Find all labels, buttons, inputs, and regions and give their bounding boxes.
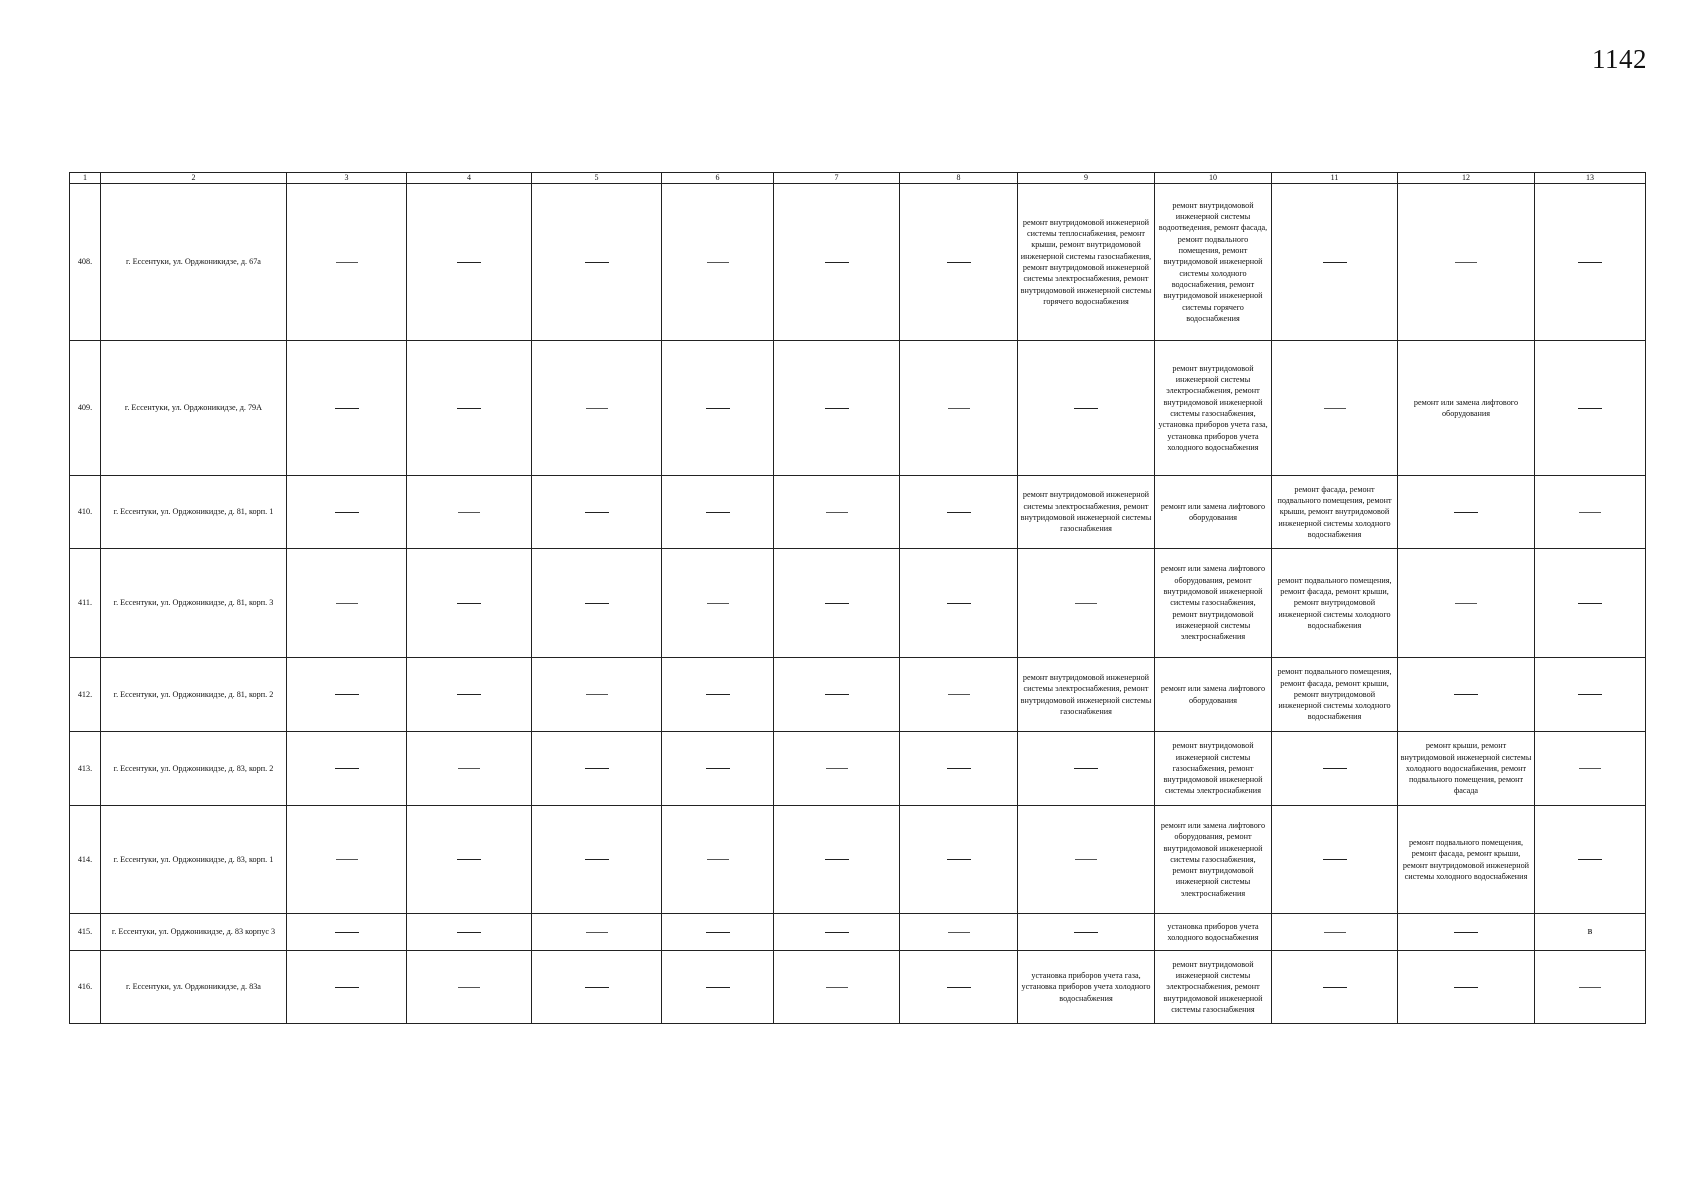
column-header: 11 [1272, 173, 1398, 184]
empty-dash-cell [774, 184, 900, 341]
empty-dash-cell [900, 732, 1018, 806]
work-description-cell [1155, 658, 1272, 732]
dash-mark [457, 859, 481, 860]
dash-mark [707, 859, 729, 860]
column-header: 8 [900, 173, 1018, 184]
empty-dash-cell [662, 476, 774, 549]
work-description-cell [1155, 476, 1272, 549]
dash-mark [1454, 932, 1478, 933]
empty-dash-cell [287, 914, 407, 951]
dash-mark [948, 694, 970, 695]
empty-dash-cell [407, 341, 532, 476]
work-description-text: ремонт подвального помещения, ремонт фасада, ремонт крыши, ремонт внутридомовой инженерной системы холодного водоснабжения [1277, 667, 1392, 722]
empty-dash-cell [407, 476, 532, 549]
address-cell: г. Ессентуки, ул. Орджоникидзе, д. 67а [101, 184, 287, 341]
empty-dash-cell [1398, 184, 1535, 341]
empty-dash-cell [1535, 732, 1646, 806]
row-number: 410. [70, 476, 101, 549]
column-header: 5 [532, 173, 662, 184]
work-description-cell [1155, 806, 1272, 914]
row-number: 408. [70, 184, 101, 341]
dash-mark [585, 768, 609, 769]
dash-mark [826, 768, 848, 769]
dash-mark [1454, 512, 1478, 513]
dash-mark [825, 932, 849, 933]
dash-mark [336, 262, 358, 263]
work-description-cell [1155, 951, 1272, 1024]
empty-dash-cell [407, 806, 532, 914]
table-body [70, 184, 1646, 1024]
dash-mark [1323, 768, 1347, 769]
empty-dash-cell [1398, 658, 1535, 732]
empty-dash-cell [662, 732, 774, 806]
empty-dash-cell [407, 914, 532, 951]
dash-mark [706, 987, 730, 988]
dash-mark [1323, 859, 1347, 860]
empty-dash-cell [662, 951, 774, 1024]
empty-dash-cell [532, 549, 662, 658]
column-number-row [70, 173, 1646, 184]
empty-dash-cell [532, 806, 662, 914]
dash-mark [1324, 408, 1346, 409]
dash-mark [1455, 262, 1477, 263]
dash-mark [585, 859, 609, 860]
work-description-cell [1155, 184, 1272, 341]
empty-dash-cell [662, 658, 774, 732]
empty-dash-cell [1272, 806, 1398, 914]
work-description-text: ремонт внутридомовой инженерной системы водоотведения, ремонт фасада, ремонт подвального помещения, ремонт внутридомовой инженерной системы холодного водоснабжения, ремонт внутридомовой инженерной системы горячего водоснабжения [1158, 200, 1268, 323]
dash-mark [1323, 262, 1347, 263]
dash-mark [1579, 987, 1601, 988]
dash-mark [335, 987, 359, 988]
row-number: 412. [70, 658, 101, 732]
dash-mark [825, 603, 849, 604]
dash-mark [586, 694, 608, 695]
empty-dash-cell [1535, 476, 1646, 549]
column-header: 2 [101, 173, 287, 184]
empty-dash-cell [1535, 184, 1646, 341]
work-description-text: установка приборов учета холодного водоснабжения [1167, 921, 1259, 942]
empty-dash-cell [900, 184, 1018, 341]
dash-mark [1075, 603, 1097, 604]
work-description-cell [1398, 806, 1535, 914]
work-description-cell [1155, 732, 1272, 806]
work-description-text: ремонт или замена лифтового оборудования [1160, 684, 1266, 705]
work-description-cell [1398, 732, 1535, 806]
dash-mark [1579, 768, 1601, 769]
dash-mark [335, 512, 359, 513]
column-header: 7 [774, 173, 900, 184]
dash-mark [1074, 408, 1098, 409]
empty-dash-cell [1272, 341, 1398, 476]
dash-mark [825, 262, 849, 263]
row-number: 411. [70, 549, 101, 658]
dash-mark [1578, 603, 1602, 604]
dash-mark [707, 262, 729, 263]
empty-dash-cell [1018, 806, 1155, 914]
work-description-text: ремонт фасада, ремонт подвального помещения, ремонт крыши, ремонт внутридомовой инженерной системы холодного водоснабжения [1277, 484, 1392, 539]
empty-dash-cell [900, 341, 1018, 476]
dash-mark [1578, 408, 1602, 409]
dash-mark [826, 512, 848, 513]
address-cell: г. Ессентуки, ул. Орджоникидзе, д. 83, корп. 2 [101, 732, 287, 806]
dash-mark [1074, 768, 1098, 769]
empty-dash-cell [1398, 951, 1535, 1024]
column-header: 13 [1535, 173, 1646, 184]
work-description-text: ремонт или замена лифтового оборудования, ремонт внутридомовой инженерной системы газоснабжения, ремонт внутридомовой инженерной системы электроснабжения [1160, 564, 1266, 642]
dash-mark [947, 859, 971, 860]
empty-dash-cell [900, 914, 1018, 951]
empty-dash-cell [774, 549, 900, 658]
empty-dash-cell [1398, 914, 1535, 951]
dash-mark [457, 262, 481, 263]
empty-dash-cell [1018, 914, 1155, 951]
dash-mark [1454, 987, 1478, 988]
table-row [70, 951, 1646, 1024]
empty-dash-cell [407, 549, 532, 658]
empty-dash-cell [407, 184, 532, 341]
empty-dash-cell [532, 951, 662, 1024]
work-description-cell [1018, 951, 1155, 1024]
repair-schedule-table [69, 172, 1646, 1024]
empty-dash-cell [662, 914, 774, 951]
empty-dash-cell [287, 184, 407, 341]
work-description-text: ремонт внутридомовой инженерной системы электроснабжения, ремонт внутридомовой инженерной системы газоснабжения [1020, 490, 1152, 534]
work-description-text: ремонт внутридомовой инженерной системы теплоснабжения, ремонт крыши, ремонт внутридомовой инженерной системы газоснабжения, ремонт внутридомовой инженерной системы электроснабжения, ремонт внутридомовой инженерной системы горячего водоснабжения [1020, 217, 1152, 306]
empty-dash-cell [1272, 951, 1398, 1024]
dash-mark [458, 512, 480, 513]
column-header: 6 [662, 173, 774, 184]
empty-dash-cell [1535, 549, 1646, 658]
empty-dash-cell [900, 549, 1018, 658]
empty-dash-cell [900, 658, 1018, 732]
work-description-text: ремонт или замена лифтового оборудования [1160, 501, 1266, 522]
empty-dash-cell [287, 732, 407, 806]
work-description-text: ремонт или замена лифтового оборудования [1413, 397, 1519, 418]
dash-mark [948, 408, 970, 409]
dash-mark [1579, 512, 1601, 513]
column-header: 9 [1018, 173, 1155, 184]
dash-mark [1075, 859, 1097, 860]
dash-mark [585, 262, 609, 263]
address-cell: г. Ессентуки, ул. Орджоникидзе, д. 83а [101, 951, 287, 1024]
work-description-cell [1155, 914, 1272, 951]
table-row [70, 549, 1646, 658]
dash-mark [1578, 859, 1602, 860]
work-description-cell [1018, 476, 1155, 549]
dash-mark [336, 603, 358, 604]
dash-mark [706, 694, 730, 695]
work-description-text: ремонт внутридомовой инженерной системы электроснабжения, ремонт внутридомовой инженерной системы газоснабжения, установка приборов учета газа, установка приборов учета холодного водоснабжения [1158, 363, 1268, 452]
empty-dash-cell [1018, 549, 1155, 658]
dash-mark [336, 859, 358, 860]
work-description-cell [1272, 476, 1398, 549]
column-header: 10 [1155, 173, 1272, 184]
work-description-cell [1018, 184, 1155, 341]
dash-mark [1324, 932, 1346, 933]
dash-mark [335, 694, 359, 695]
table-row [70, 658, 1646, 732]
column-header: 1 [70, 173, 101, 184]
dash-mark [1323, 987, 1347, 988]
empty-dash-cell [532, 658, 662, 732]
dash-mark [1074, 932, 1098, 933]
work-description-cell [1155, 549, 1272, 658]
empty-dash-cell [287, 806, 407, 914]
empty-dash-cell [1535, 658, 1646, 732]
address-cell: г. Ессентуки, ул. Орджоникидзе, д. 81, корп. 3 [101, 549, 287, 658]
empty-dash-cell [287, 658, 407, 732]
work-description-text: установка приборов учета газа, установка приборов учета холодного водоснабжения [1021, 971, 1151, 1003]
dash-mark [825, 694, 849, 695]
work-description-text: ремонт внутридомовой инженерной системы электроснабжения, ремонт внутридомовой инженерной системы газоснабжения [1163, 959, 1263, 1014]
empty-dash-cell [774, 914, 900, 951]
dash-mark [335, 932, 359, 933]
page-number: 1142 [1592, 44, 1647, 74]
empty-dash-cell [662, 341, 774, 476]
dash-mark [585, 512, 609, 513]
row-number: 414. [70, 806, 101, 914]
dash-mark [706, 512, 730, 513]
dash-mark [706, 768, 730, 769]
work-description-cell [1018, 658, 1155, 732]
dash-mark [947, 262, 971, 263]
empty-dash-cell [407, 732, 532, 806]
empty-dash-cell [1535, 806, 1646, 914]
empty-dash-cell [1535, 341, 1646, 476]
dash-mark [1455, 603, 1477, 604]
empty-dash-cell [774, 658, 900, 732]
empty-dash-cell [532, 914, 662, 951]
dash-mark [947, 603, 971, 604]
empty-dash-cell [774, 732, 900, 806]
dash-mark [586, 408, 608, 409]
column-header: 3 [287, 173, 407, 184]
empty-dash-cell [287, 341, 407, 476]
empty-dash-cell [1018, 732, 1155, 806]
empty-dash-cell [1398, 476, 1535, 549]
work-description-text: ремонт подвального помещения, ремонт фасада, ремонт крыши, ремонт внутридомовой инженерной системы холодного водоснабжения [1402, 837, 1530, 881]
work-description-cell [1272, 549, 1398, 658]
table-row [70, 184, 1646, 341]
dash-mark [947, 512, 971, 513]
empty-dash-cell [407, 658, 532, 732]
address-cell: г. Ессентуки, ул. Орджоникидзе, д. 81, корп. 1 [101, 476, 287, 549]
empty-dash-cell [662, 184, 774, 341]
dash-mark [1578, 262, 1602, 263]
empty-dash-cell [900, 476, 1018, 549]
work-description-text: в [1587, 926, 1593, 938]
address-cell: г. Ессентуки, ул. Орджоникидзе, д. 79А [101, 341, 287, 476]
dash-mark [1578, 694, 1602, 695]
work-description-text: ремонт внутридомовой инженерной системы электроснабжения, ремонт внутридомовой инженерной системы газоснабжения [1020, 672, 1152, 716]
dash-mark [947, 768, 971, 769]
address-cell: г. Ессентуки, ул. Орджоникидзе, д. 83, корп. 1 [101, 806, 287, 914]
work-description-text: ремонт или замена лифтового оборудования, ремонт внутридомовой инженерной системы газоснабжения, ремонт внутридомовой инженерной системы электроснабжения [1160, 820, 1266, 898]
dash-mark [457, 932, 481, 933]
empty-dash-cell [532, 341, 662, 476]
address-cell: г. Ессентуки, ул. Орджоникидзе, д. 83 корпус 3 [101, 914, 287, 951]
dash-mark [707, 603, 729, 604]
row-number: 416. [70, 951, 101, 1024]
empty-dash-cell [662, 806, 774, 914]
dash-mark [826, 987, 848, 988]
row-number: 415. [70, 914, 101, 951]
column-header: 4 [407, 173, 532, 184]
column-header: 12 [1398, 173, 1535, 184]
empty-dash-cell [1272, 914, 1398, 951]
address-cell: г. Ессентуки, ул. Орджоникидзе, д. 81, корп. 2 [101, 658, 287, 732]
dash-mark [458, 987, 480, 988]
work-description-text: ремонт подвального помещения, ремонт фасада, ремонт крыши, ремонт внутридомовой инженерной системы холодного водоснабжения [1277, 575, 1392, 630]
work-description-cell [1272, 658, 1398, 732]
work-description-text: ремонт крыши, ремонт внутридомовой инженерной системы холодного водоснабжения, ремонт подвального помещения, ремонт фасада [1400, 741, 1532, 796]
dash-mark [335, 768, 359, 769]
dash-mark [947, 987, 971, 988]
table-row [70, 732, 1646, 806]
empty-dash-cell [532, 732, 662, 806]
empty-dash-cell [900, 806, 1018, 914]
empty-dash-cell [774, 476, 900, 549]
empty-dash-cell [1018, 341, 1155, 476]
dash-mark [825, 859, 849, 860]
empty-dash-cell [1272, 732, 1398, 806]
work-description-cell [1398, 341, 1535, 476]
dash-mark [457, 694, 481, 695]
table-row [70, 476, 1646, 549]
row-number: 409. [70, 341, 101, 476]
work-description-cell [1155, 341, 1272, 476]
row-number: 413. [70, 732, 101, 806]
empty-dash-cell [900, 951, 1018, 1024]
dash-mark [825, 408, 849, 409]
dash-mark [335, 408, 359, 409]
dash-mark [585, 987, 609, 988]
empty-dash-cell [774, 951, 900, 1024]
empty-dash-cell [1535, 951, 1646, 1024]
empty-dash-cell [532, 184, 662, 341]
empty-dash-cell [774, 341, 900, 476]
dash-mark [706, 932, 730, 933]
empty-dash-cell [1398, 549, 1535, 658]
table-row [70, 914, 1646, 951]
empty-dash-cell [774, 806, 900, 914]
work-description-cell [1535, 914, 1646, 951]
dash-mark [948, 932, 970, 933]
empty-dash-cell [532, 476, 662, 549]
dash-mark [457, 603, 481, 604]
dash-mark [458, 768, 480, 769]
empty-dash-cell [287, 951, 407, 1024]
dash-mark [1454, 694, 1478, 695]
empty-dash-cell [287, 549, 407, 658]
dash-mark [585, 603, 609, 604]
dash-mark [586, 932, 608, 933]
dash-mark [457, 408, 481, 409]
table-row [70, 806, 1646, 914]
empty-dash-cell [287, 476, 407, 549]
table-row [70, 341, 1646, 476]
dash-mark [706, 408, 730, 409]
work-description-text: ремонт внутридомовой инженерной системы газоснабжения, ремонт внутридомовой инженерной системы электроснабжения [1163, 741, 1263, 796]
empty-dash-cell [1272, 184, 1398, 341]
empty-dash-cell [662, 549, 774, 658]
empty-dash-cell [407, 951, 532, 1024]
